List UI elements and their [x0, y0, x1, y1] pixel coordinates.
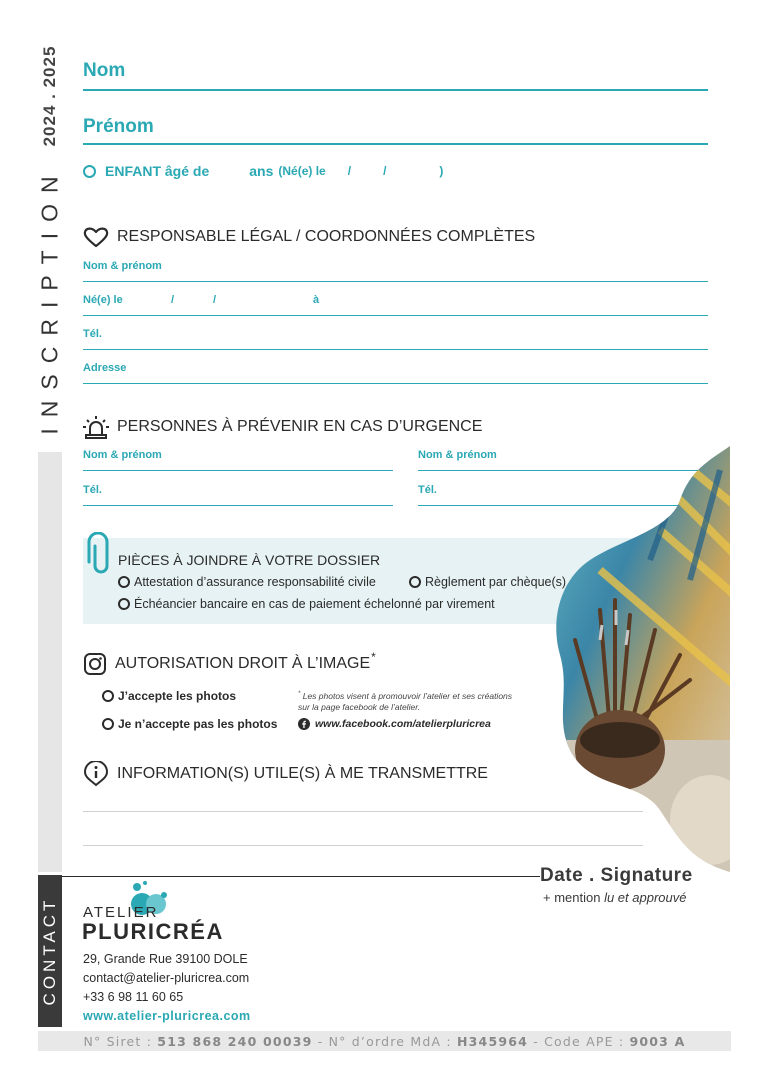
- facebook-icon: [298, 718, 310, 730]
- ne-le-label: (Né(e) le: [278, 164, 326, 178]
- radio-assurance[interactable]: [118, 576, 130, 588]
- contact-address: 29, Grande Rue 39100 DOLE: [83, 952, 248, 966]
- footer-sep: -: [317, 1033, 324, 1049]
- urg1-tel-label: Tél.: [83, 484, 102, 496]
- prenom-field[interactable]: [83, 143, 708, 145]
- refuse-photos-label: Je n’accepte pas les photos: [118, 717, 278, 731]
- piece-echeancier-label: Échéancier bancaire en cas de paiement échelonné par virement: [134, 597, 495, 611]
- accept-photos-option[interactable]: [102, 689, 236, 703]
- photo-note: [298, 689, 512, 713]
- photo-note-line1: Les photos visent à promouvoir l’atelier et ses créations: [302, 690, 513, 701]
- resp-tel-label: Tél.: [83, 328, 102, 340]
- contact-email[interactable]: contact@atelier-pluricrea.com: [83, 971, 250, 985]
- resp-date-slash: /: [213, 294, 217, 306]
- resp-adresse-label: Adresse: [83, 362, 127, 374]
- radio-echeancier[interactable]: [118, 598, 130, 610]
- instagram-icon: [83, 652, 107, 676]
- prenom-label: Prénom: [83, 116, 154, 137]
- image-title-text: AUTORISATION DROIT À L’IMAGE: [115, 655, 371, 672]
- nom-field[interactable]: [83, 89, 708, 91]
- info-title: [83, 761, 488, 787]
- inscription-vertical-title: INSCRIPTION: [36, 165, 63, 435]
- painting-blob-image: [540, 440, 740, 880]
- urg1-nom-field[interactable]: [83, 470, 393, 471]
- piece-echeancier[interactable]: [118, 597, 495, 611]
- left-gray-band: [38, 452, 62, 872]
- resp-a-label: à: [313, 294, 320, 306]
- contact-phone[interactable]: +33 6 98 11 60 65: [83, 990, 184, 1004]
- responsable-title-text: RESPONSABLE LÉGAL / COORDONNÉES COMPLÈTES: [117, 228, 536, 245]
- resp-tel-field[interactable]: [83, 349, 708, 350]
- legal-footer: [38, 1031, 731, 1051]
- facebook-link[interactable]: www.facebook.com/atelierpluricrea: [315, 718, 491, 730]
- image-asterisk: *: [371, 650, 376, 664]
- enfant-label: ENFANT âgé de: [105, 163, 210, 179]
- radio-refuse[interactable]: [102, 718, 114, 730]
- enfant-row: [83, 163, 443, 179]
- logo-pluricrea: PLURICRÉA: [82, 919, 224, 944]
- contact-vertical-title: CONTACT: [40, 896, 59, 1006]
- info-icon: [83, 761, 109, 787]
- footer-sep: -: [533, 1033, 539, 1049]
- radio-accept[interactable]: [102, 690, 114, 702]
- urg1-nom-label: Nom & prénom: [83, 449, 162, 461]
- heart-icon: [83, 226, 109, 248]
- refuse-photos-option[interactable]: [102, 717, 277, 731]
- ape-label: Code APE :: [544, 1033, 625, 1049]
- ape-value: 9003 A: [629, 1033, 686, 1049]
- facebook-link-row: [298, 718, 491, 730]
- signature-title: Date . Signature: [540, 865, 693, 886]
- accept-photos-label: J’accepte les photos: [118, 689, 237, 703]
- urg1-tel-field[interactable]: [83, 505, 393, 506]
- resp-date-slash: /: [171, 294, 175, 306]
- info-title-text: INFORMATION(S) UTILE(S) À ME TRANSMETTRE: [117, 765, 488, 782]
- resp-nom-label: Nom & prénom: [83, 260, 162, 272]
- pieces-title: PIÈCES À JOINDRE À VOTRE DOSSIER: [118, 552, 381, 568]
- siret-label: N° Siret :: [83, 1033, 153, 1049]
- note-star: *: [298, 691, 301, 697]
- radio-cheque[interactable]: [409, 576, 421, 588]
- ordre-label: N° d’ordre MdA :: [328, 1033, 452, 1049]
- info-line-2[interactable]: [83, 845, 643, 846]
- school-year: 2024 . 2025: [40, 45, 59, 147]
- piece-assurance-label: Attestation d’assurance responsabilité civile: [134, 575, 376, 589]
- ans-label: ans: [249, 163, 274, 179]
- contact-website[interactable]: www.atelier-pluricrea.com: [83, 1009, 251, 1023]
- resp-adresse-field[interactable]: [83, 383, 708, 384]
- mention-prefix: + mention: [543, 890, 601, 905]
- siret-value: 513 868 240 00039: [157, 1033, 313, 1049]
- paperclip-icon: [86, 532, 114, 576]
- resp-nom-field[interactable]: [83, 281, 708, 282]
- urgence-title-text: PERSONNES À PRÉVENIR EN CAS D’URGENCE: [117, 418, 483, 435]
- responsable-title: [83, 226, 535, 248]
- urg2-nom-label: Nom & prénom: [418, 449, 497, 461]
- date-slash: /: [383, 164, 387, 178]
- ordre-value: H345964: [456, 1033, 529, 1049]
- image-title: [83, 652, 383, 676]
- resp-ne-field[interactable]: [83, 315, 708, 316]
- logo-atelier: ATELIER: [83, 904, 159, 921]
- close-paren: ): [439, 164, 444, 178]
- signature-mention: [543, 890, 686, 905]
- signature-divider: [62, 876, 540, 877]
- piece-cheque-label: Règlement par chèque(s): [425, 575, 567, 589]
- siren-icon: [83, 414, 109, 440]
- piece-assurance[interactable]: [118, 575, 376, 589]
- mention-italic: lu et approuvé: [604, 890, 687, 905]
- resp-ne-label: Né(e) le: [83, 294, 123, 306]
- photo-note-line2: sur la page facebook de l’atelier.: [298, 701, 421, 712]
- urg2-tel-label: Tél.: [418, 484, 437, 496]
- nom-label: Nom: [83, 60, 126, 81]
- urgence-title: [83, 414, 482, 440]
- info-line-1[interactable]: [83, 811, 643, 812]
- enfant-radio[interactable]: [83, 165, 96, 178]
- contact-details: [83, 950, 249, 1007]
- date-slash: /: [347, 164, 352, 178]
